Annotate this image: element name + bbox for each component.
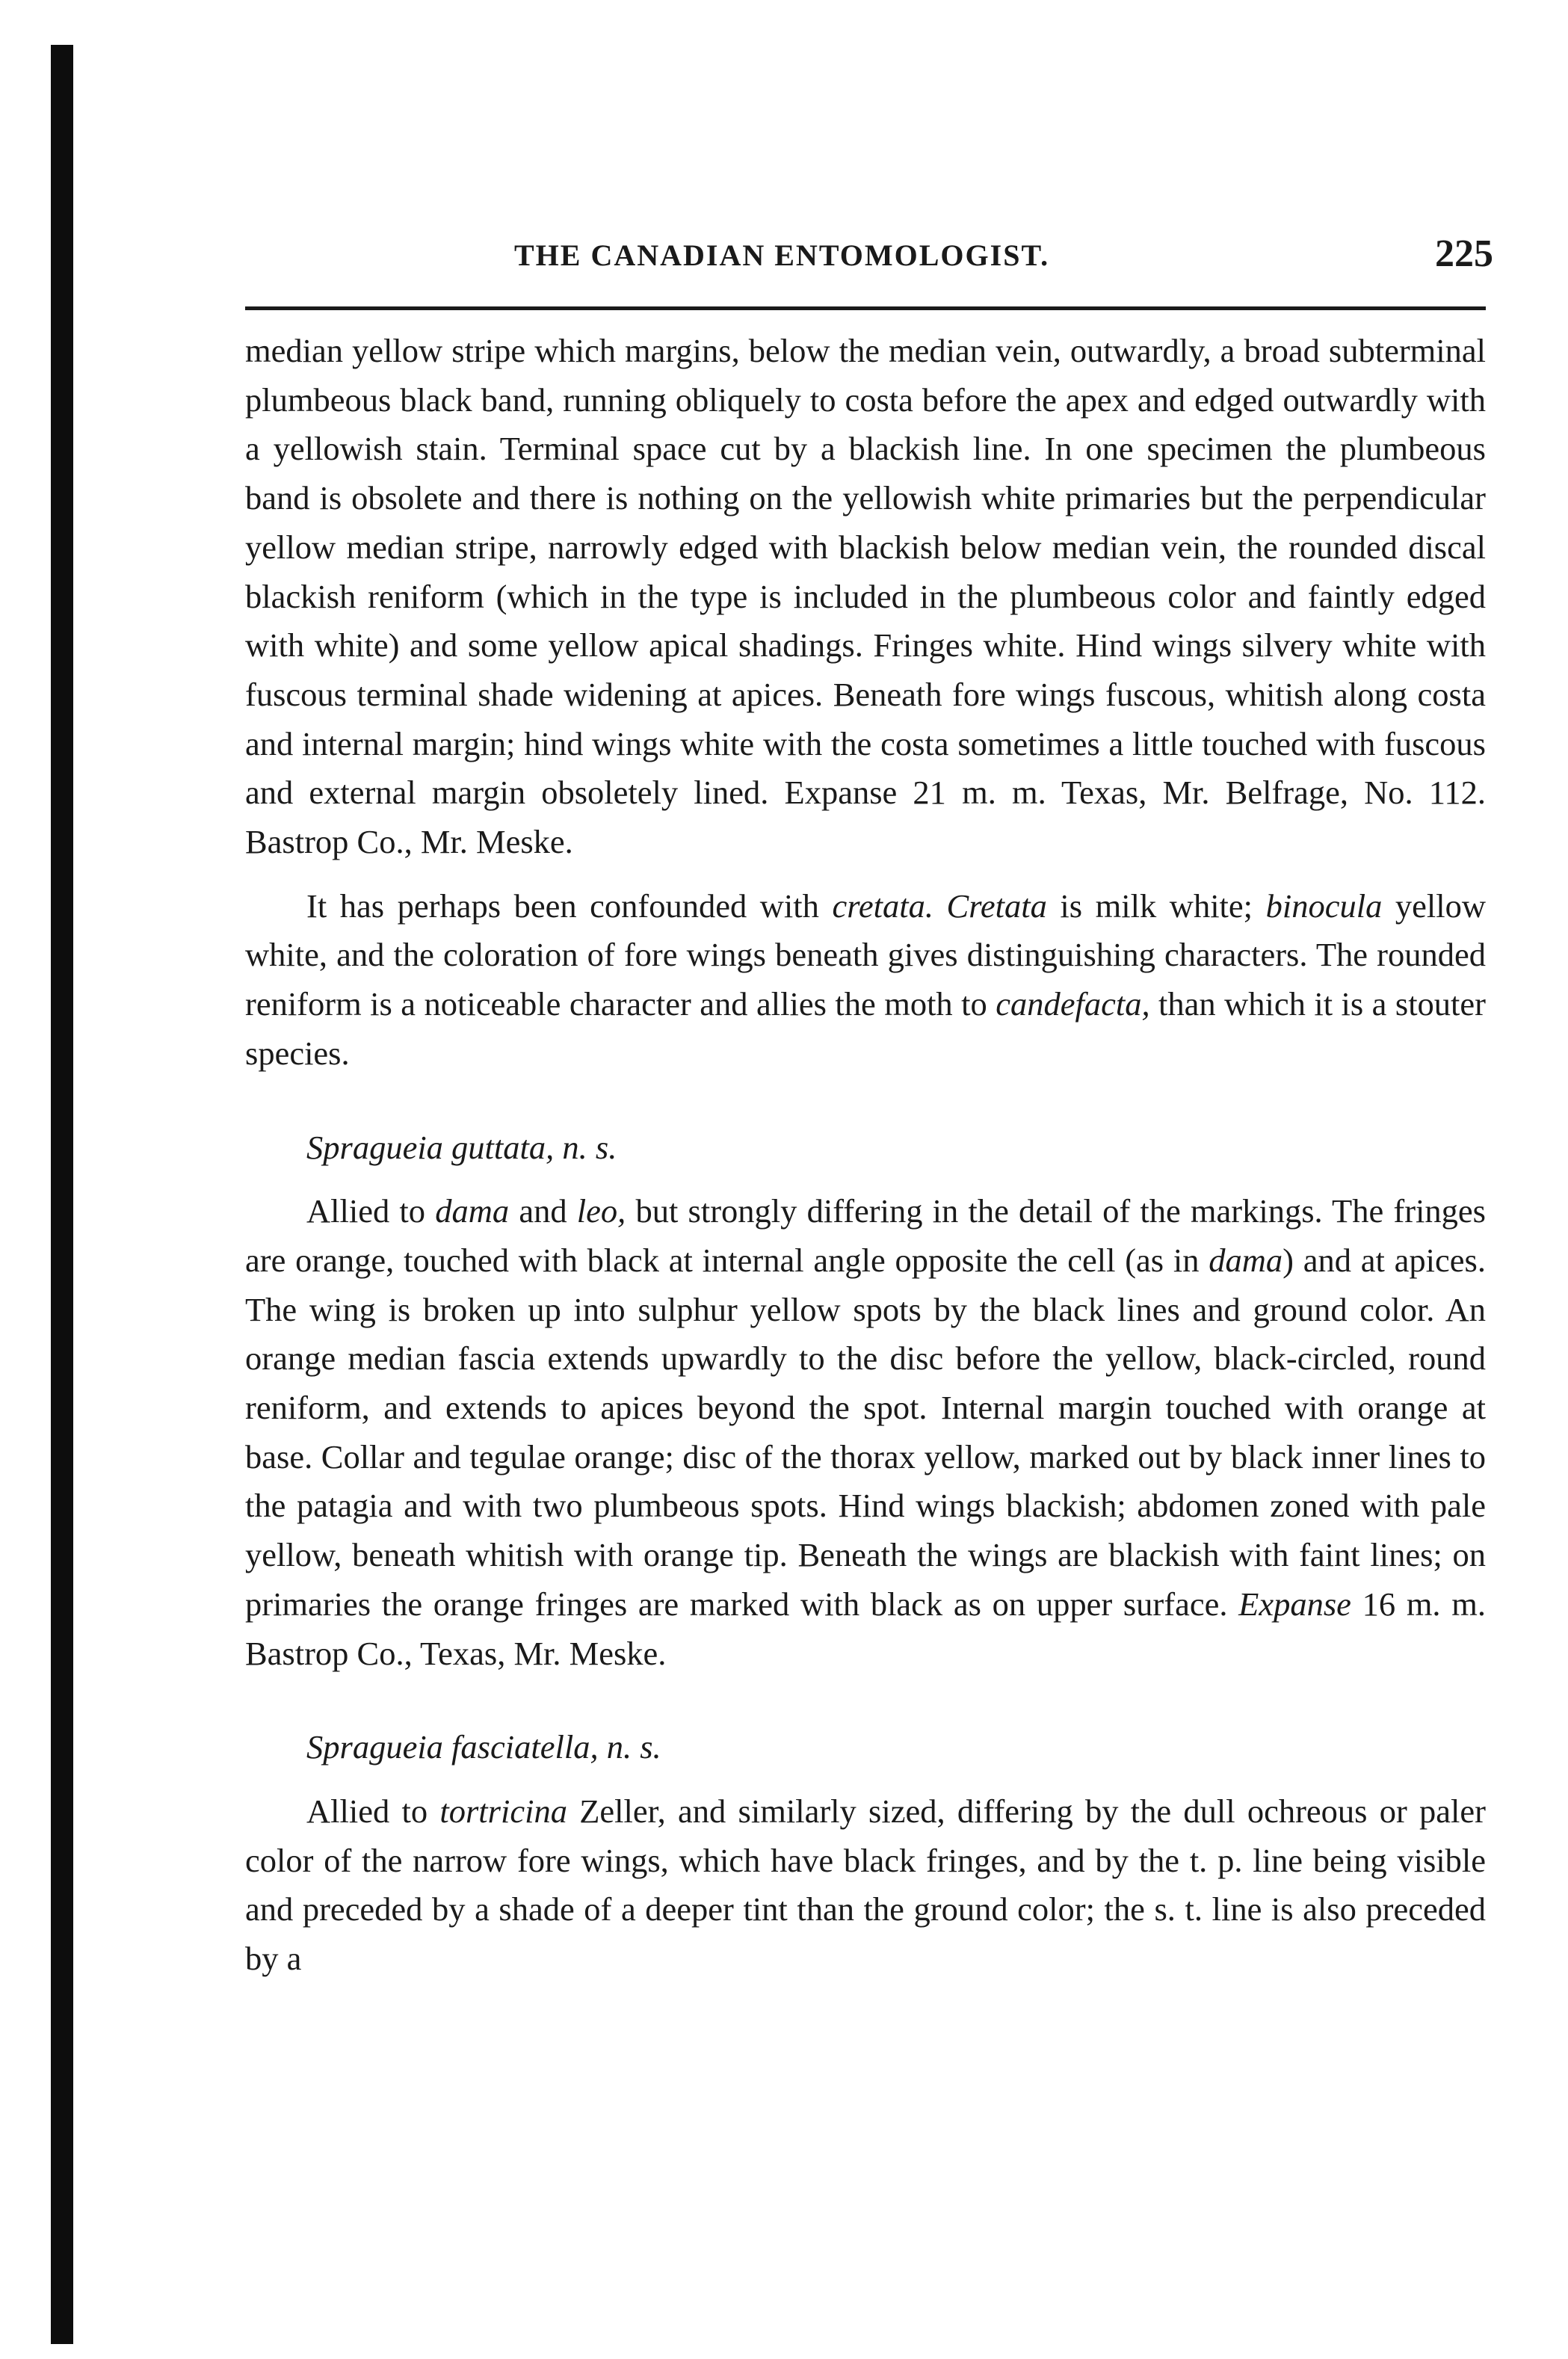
species-heading-guttata: Spragueia guttata, n. s. (306, 1128, 617, 1166)
taxon-name: binocula (1265, 886, 1383, 925)
paragraph-guttata-description: Allied to dama and leo, but strongly differing in the detail of the markings. The fringes are orange, touched with black at internal angle opposite the cell (as in dama) and at apices. The wing is broken up into sulphur yellow spots by the black lines and ground color. An orange median fascia extends upwardly to the disc before the yellow, black-circled, round reniform, and extends to apices beyond the spot. Internal margin touched with orange at base. Collar and tegulae orange; disc of the thorax yellow, marked out by black inner lines to the patagia and with two plumbeous spots. Hind wings blackish; abdomen zoned with pale yellow, beneath whitish with orange tip. Beneath the wings are blackish with faint lines; on primaries the orange fringes are marked with black as on upper surface. Expanse 16 m. m. Bastrop Co., Texas, Mr. Meske. (245, 1192, 1486, 1672)
taxon-name: tortricina (439, 1792, 567, 1830)
taxon-name: leo, (576, 1192, 626, 1230)
journal-title: THE CANADIAN ENTOMOLOGIST. (514, 238, 1050, 272)
page (245, 224, 1493, 1984)
header-rule (245, 306, 1486, 310)
taxon-name: candefacta, (996, 985, 1150, 1023)
paragraph-cretata-comparison: It has perhaps been confounded with cretata. Cretata is milk white; binocula yellow white, and the coloration of fore wings beneath gives distinguishing characters. The rounded reniform is a noticeable character and allies the moth to candefacta, than which it is a stouter species. (245, 886, 1487, 1072)
paragraph-continued: median yellow stripe which margins, below the median vein, outwardly, a broad subterminal plumbeous black band, running obliquely to costa before the apex and edged outwardly with a yellowish stain. Terminal space cut by a blackish line. In one specimen the plumbeous band is obsolete and there is nothing on the yellowish white primaries but the perpendicular yellow median stripe, narrowly edged with blackish below median vein, the rounded discal blackish reniform (which in the type is included in the plumbeous color and faintly edged with white) and some yellow apical shadings. Fringes white. Hind wings silvery white with fuscous terminal shade widening at apices. Beneath fore wings fuscous, whitish along costa and internal margin; hind wings white with the costa sometimes a little touched with fuscous and external margin obsoletely lined. Expanse 21 m. m. Texas, Mr. Belfrage, No. 112. Bastrop Co., Mr. Meske. (245, 332, 1486, 861)
page-number: 225 (1435, 232, 1493, 275)
taxon-name: dama (1209, 1241, 1283, 1279)
binding-edge (51, 45, 73, 2344)
taxon-name: dama (435, 1192, 510, 1230)
species-heading-fasciatella: Spragueia fasciatella, n. s. (306, 1728, 661, 1766)
taxon-name: Cretata (946, 886, 1047, 925)
taxon-name: cretata. (832, 886, 933, 925)
expanse-label: Expanse (1238, 1585, 1351, 1623)
paragraph-fasciatella-description: Allied to tortricina Zeller, and similarly sized, differing by the dull ochreous or paler color of the narrow fore wings, which have black fringes, and by the t. p. line being visible and preceded by a shade of a deeper tint than the ground color; the s. t. line is also preceded by a (245, 1792, 1486, 1978)
running-head (245, 224, 1493, 292)
